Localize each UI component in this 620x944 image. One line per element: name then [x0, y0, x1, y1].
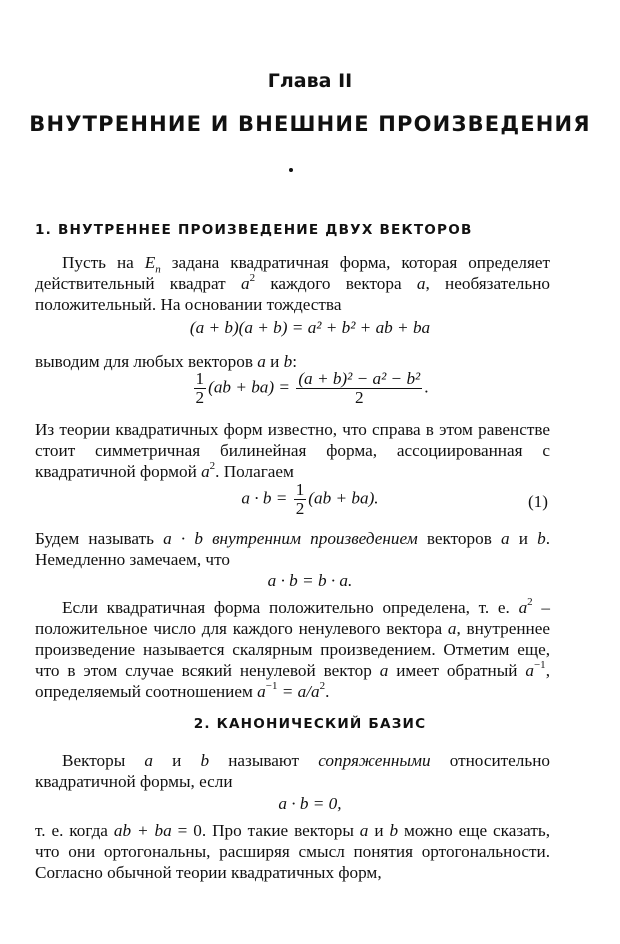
equation-number: (1) — [527, 492, 548, 511]
fraction-one-half: $\frac{1}{2}$ — [295, 480, 305, 518]
fraction-one-half: $\frac{1}{2}$ — [195, 369, 205, 407]
paragraph-quadratic-form: Пусть на $E_n$ задана квадратичная форма, которая определяет действительный квадрат $a^2$ каждого вектора a, необязательно положительный. На основании тождества — [35, 253, 550, 314]
paragraph-bilinear: Из теории квадратичных форм известно, что справа в этом равенстве стоит симметричная билинейная форма, ассоциированная с квадратичной формой $a^2$. Полагаем — [35, 420, 550, 481]
equation-1: a · b = $\frac{1}{2}$ (ab + ba). — [241, 480, 379, 518]
equation-identity: (a + b)(a + b) = a² + b² + ab + ba — [189, 318, 431, 337]
equation-zero: a · b = 0, — [278, 794, 342, 813]
section-2-heading: 2. КАНОНИЧЕСКИЙ БАЗИС — [193, 716, 427, 732]
section-1-heading: 1. ВНУТРЕННЕЕ ПРОИЗВЕДЕНИЕ ДВУХ ВЕКТОРОВ — [35, 222, 473, 238]
fraction-expansion: $\frac{\text{(a + b)² − a² − b²}}{2}$ — [298, 369, 421, 407]
equation-half-sum: $\frac{1}{2}$ (ab + ba) = $\frac{\text{(a + b)² − a² − b²}}{2}$ . — [195, 369, 429, 407]
chapter-title: ВНУТРЕННИЕ И ВНЕШНИЕ ПРОИЗВЕДЕНИЯ — [29, 112, 591, 136]
chapter-label: Глава II — [267, 70, 353, 92]
paragraph-positive-definite: Если квадратичная форма положительно определена, т. е. $a^2$ – положительное число для каждого ненулевого вектора a, внутреннее произведение называется скалярным произведением. Отметим еще, что в этом случае всякий ненулевой вектор a имеет обратный $a^{-1}$, определяемый соотношением $a^{-1} = a/a^2$. — [35, 596, 550, 701]
decorative-dot — [289, 168, 293, 172]
paragraph-definition: Будем называть a · b внутренним произведением векторов a и b. Немедленно замечаем, что — [35, 529, 550, 569]
equation-symmetry: a · b = b · a. — [267, 571, 353, 590]
paragraph-conjugate: Векторы a и b называют сопряженными относительно квадратичной формы, если — [35, 751, 550, 791]
paragraph-derive: выводим для любых векторов a и b: — [35, 352, 298, 371]
paragraph-orthogonal: т. е. когда ab + ba = 0. Про такие векторы a и b можно еще сказать, что они ортогональны, расширяя смысл понятия ортогональности. Согласно обычной теории квадратичных форм, — [35, 821, 551, 882]
